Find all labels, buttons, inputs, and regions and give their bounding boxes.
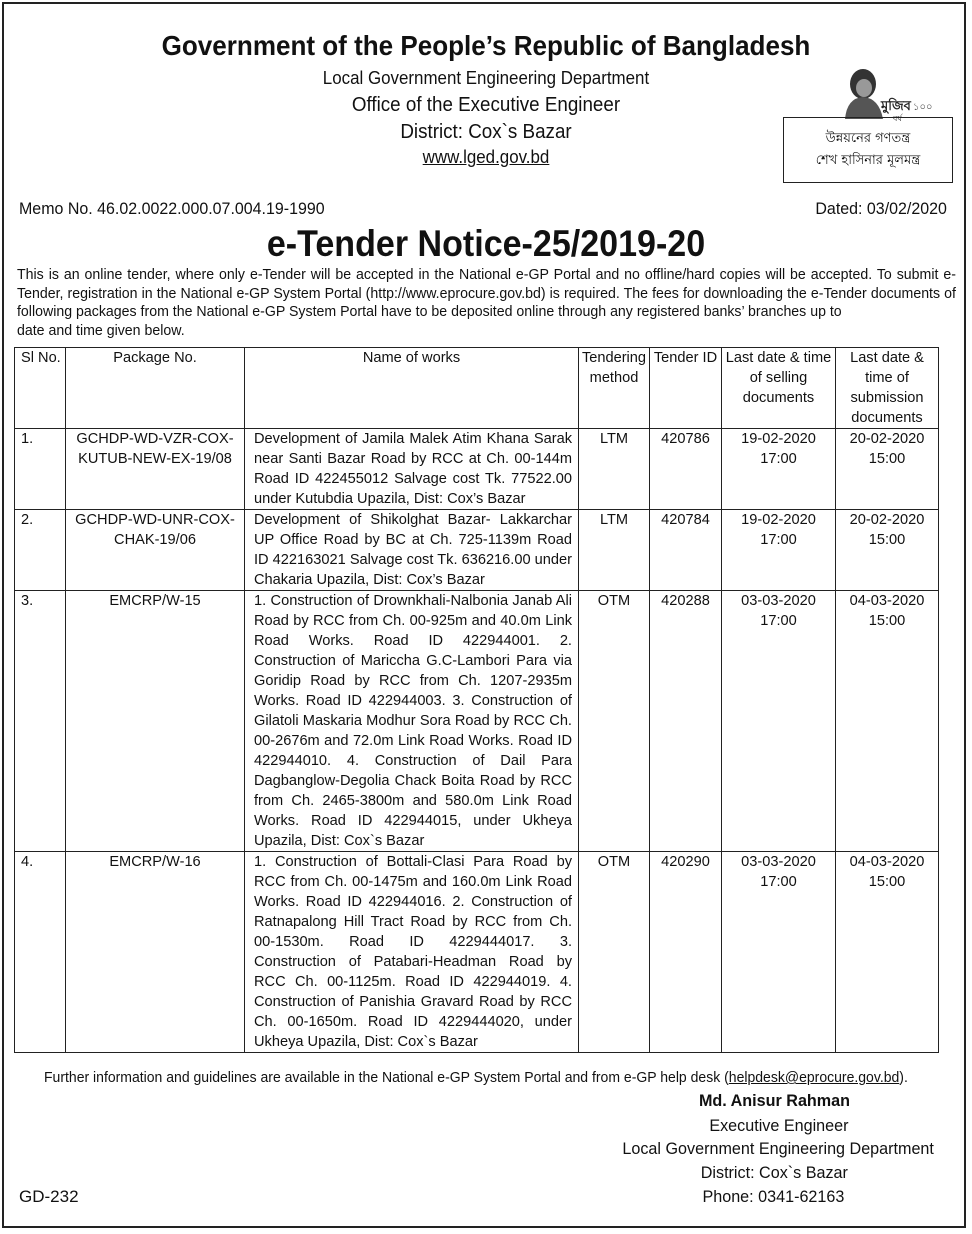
row-sub-time: 15:00 [868,613,906,629]
signatory-department: Local Government Engineering Department [622,1139,934,1158]
further-info [44,1070,908,1086]
row-package: EMCRP/W-15 [66,591,245,852]
row-sl: 1. [15,429,66,510]
row-sub-time: 15:00 [868,451,906,467]
logo-main-text: মুজিব [881,99,911,114]
signatory-title: Executive Engineer [708,1116,848,1135]
notice-page [2,2,966,1228]
row-sell-time: 17:00 [760,451,797,467]
row-submission-cell [836,429,939,510]
row-submission-cell [836,510,939,591]
tender-table [14,347,939,1053]
row-sl: 2. [15,510,66,591]
row-selling-cell [722,852,836,1053]
header-tender-id: Tender ID [650,348,722,429]
row-sub-date: 20-02-2020 [849,431,925,447]
row-tender-id: 420288 [650,591,722,852]
header-name: Name of works [245,348,579,429]
header-submission: Last date & time of submission documents [836,348,939,429]
header-selling: Last date & time of selling documents [722,348,836,429]
office-name: Office of the Executive Engineer [351,94,621,116]
notice-title: e-Tender Notice-25/2019-20 [266,223,706,264]
row-package: GCHDP-WD-UNR-COX-CHAK-19/06 [66,510,245,591]
helpdesk-email-link[interactable]: helpdesk@eprocure.gov.bd [728,1070,900,1086]
row-method: LTM [579,510,650,591]
website-link[interactable]: www.lged.gov.bd [422,147,550,167]
row-method: LTM [579,429,650,510]
row-package: EMCRP/W-16 [66,852,245,1053]
row-selling-cell [722,591,836,852]
row-sub-date: 20-02-2020 [849,512,925,528]
row-name-cell [245,429,579,510]
row-sub-date: 04-03-2020 [849,854,925,870]
row-selling-cell [722,510,836,591]
row-name-cell [245,852,579,1053]
row-sell-time: 17:00 [760,532,797,548]
row-tender-id: 420784 [650,510,722,591]
header-package: Package No. [66,348,245,429]
portrait-body [845,97,883,119]
slogan-box [783,117,953,183]
row-sl: 3. [15,591,66,852]
district-name: District: Cox`s Bazar [400,121,572,143]
logo-sub-text: বর্ষ [893,114,902,123]
portrait-face [856,79,872,97]
department-name: Local Government Engineering Department [322,68,650,88]
row-sub-date: 04-03-2020 [849,593,925,609]
signatory-phone: Phone: 0341-62163 [702,1187,844,1206]
row-sell-date: 03-03-2020 [741,593,816,609]
signatory-name: Md. Anisur Rahman [698,1091,850,1110]
row-sell-time: 17:00 [760,613,797,629]
row-name: Development of Shikolghat Bazar- Lakkarchar UP Office Road by BC at Ch. 725-1139m Road ID 422163021 Salvage cost Tk. 636216.00 under Chakaria Upazila, Dist: Cox’s Bazar [254,512,572,588]
row-submission-cell [836,591,939,852]
table-row [15,591,939,852]
row-name-cell [245,510,579,591]
table-header-row [15,348,939,429]
header-method: Tendering method [579,348,650,429]
table-row [15,429,939,510]
row-name: 1. Construction of Bottali-Clasi Para Road by RCC from Ch. 00-1475m and 160.0m Link Road Works. Road ID 422944016. 2. Construction of Ratnapalong Hill Tract Road by RCC from Ch. 00-1530m. Road ID 4229444017. 3. Construction of Patabari-Headman Road by RCC Ch. 00-1125m. Road ID 422944019. 4. Construction of Panishia Gravard Road by RCC Ch. 00-1650m. Road ID 4229444020, under Ukheya Upazila, Dist: Cox`s Bazar [254,854,572,1050]
memo-number: Memo No. 46.02.0022.000.07.004.19-1990 [19,199,325,218]
table-row [15,510,939,591]
further-info-text: Further information and guidelines are available in the National e-GP System Portal and from e-GP help desk ( [44,1070,729,1086]
intro-paragraph [17,266,956,340]
row-submission-cell [836,852,939,1053]
government-title: Government of the People’s Republic of Bangladesh [161,30,811,61]
further-info-close: ). [899,1070,908,1086]
gd-code: GD-232 [19,1187,79,1206]
intro-last-line: date and time given below. [17,322,185,339]
row-method: OTM [579,591,650,852]
row-sub-time: 15:00 [868,532,906,548]
row-method: OTM [579,852,650,1053]
row-sell-date: 19-02-2020 [741,512,816,528]
row-sl: 4. [15,852,66,1053]
slogan-line-2: শেখ হাসিনার মূলমন্ত্র [815,153,921,168]
table-row [15,852,939,1053]
row-name: 1. Construction of Drownkhali-Nalbonia Janab Ali Road by RCC from Ch. 00-925m and 40.0m Link Road Works. Road ID 422944001. 2. Construction of Mariccha G.C-Lambori Para via Goridip Road by RCC from Ch. 1207-2935m Works. Road ID 422944003. 3. Construction of Gilatoli Maskaria Modhur Sora Road by RCC Ch. 00-2676m and 72.0m Link Road Works. Road ID 422944010. 4. Construction of Dail Para Dagbanglow-Degolia Chack Boita Road by RCC from Ch. 2465-3800m and 580.0m Link Road Works. Road ID 422944015, under Ukheya Upazila, Dist: Cox`s Bazar [254,593,572,849]
row-name-cell [245,591,579,852]
row-sell-date: 19-02-2020 [741,431,816,447]
signatory-district: District: Cox`s Bazar [700,1163,848,1182]
dated: Dated: 03/02/2020 [815,199,947,218]
row-tender-id: 420290 [650,852,722,1053]
row-package: GCHDP-WD-VZR-COX-KUTUB-NEW-EX-19/08 [66,429,245,510]
row-name: Development of Jamila Malek Atim Khana Sarak near Santi Bazar Road by RCC at Ch. 00-144m Road ID 422455012 Salvage cost Tk. 77522.00 under Kutubdia Upazila, Dist: Cox’s Bazar [254,431,572,507]
intro-body: This is an online tender, where only e-Tender will be accepted in the National e-GP Portal and no offline/hard copies will be accepted. To submit e-Tender, registration in the National e-GP System Portal (http://www.eprocure.gov.bd) is required. The fees for downloading the e-Tender documents of following packages from the National e-GP System Portal have to be deposited online through any registered banks’ branches up to [17,267,956,320]
logo-years-text: ১০০ [913,102,933,113]
row-sell-date: 03-03-2020 [741,854,816,870]
slogan-line-1: উন্নয়নের গণতন্ত্র [825,131,911,146]
row-sub-time: 15:00 [868,874,906,890]
row-selling-cell [722,429,836,510]
row-sell-time: 17:00 [760,874,797,890]
row-tender-id: 420786 [650,429,722,510]
header-sl: Sl No. [15,348,66,429]
